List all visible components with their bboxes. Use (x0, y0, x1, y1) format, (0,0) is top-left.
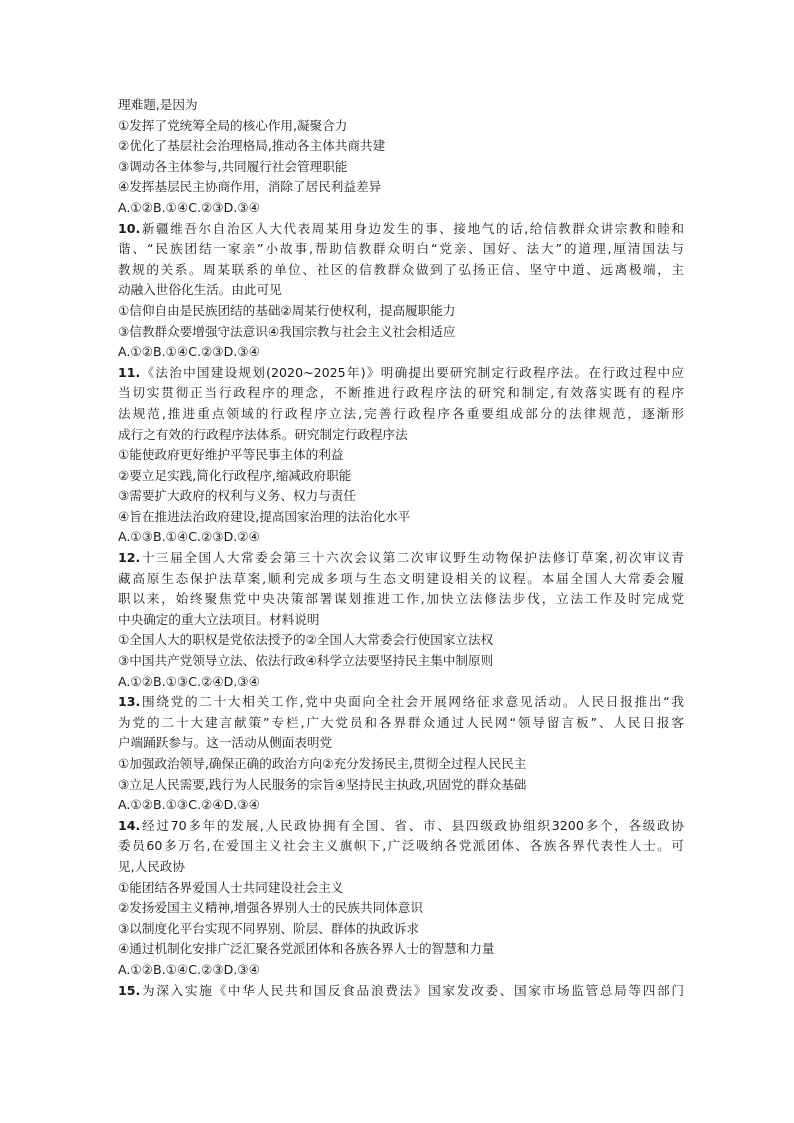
q10-stem-line-2: 谐、“民族团结一家亲”小故事,帮助信教群众明白“党亲、国好、法大”的道理,厘清国法与 (118, 241, 684, 257)
q15-number: 15. (118, 982, 141, 998)
q10-stem-text-1: 新疆维吾尔自治区人大代表周某用身边发生的事、接地气的话,给信教群众讲宗教和睦和 (140, 220, 684, 236)
q14-option-1: ①能团结各界爱国人士共同建设社会主义 (118, 879, 344, 895)
q15-stem-text-1: 为深入实施《中华人民共和国反食品浪费法》国家发改委、国家市场监管总局等四部门 (140, 982, 684, 998)
q10-answers: A.①②B.①④C.②③D.③④ (118, 344, 260, 360)
q10-option-1-2: ①信仰自由是民族团结的基础②周某行使权利，提高履职能力 (118, 302, 456, 318)
q13-option-3-4: ③立足人民需要,践行为人民服务的宗旨④坚持民主执政,巩固党的群众基础 (118, 776, 527, 792)
q12-option-3-4: ③中国共产党领导立法、依法行政④科学立法要坚持民主集中制原则 (118, 653, 494, 669)
q10-option-3-4: ③信教群众要增强守法意识④我国宗教与社会主义社会相适应 (118, 323, 456, 339)
q11-stem-line-4: 成行之有效的行政程序法体系。研究制定行政程序法 (118, 426, 408, 442)
q12-number: 12. (118, 550, 141, 566)
q11-option-1: ①能使政府更好维护平等民事主体的利益 (118, 447, 344, 463)
q13-stem-text-1: 围绕党的二十大相关工作,党中央面向全社会开展网络征求意见活动。人民日报推出“我 (140, 694, 684, 710)
q11-stem-line-1 (118, 363, 684, 384)
q10-stem-line-3: 教规的关系。周某联系的单位、社区的信教群众做到了弘扬正信、坚守中道、远离极端，主 (118, 261, 684, 277)
q9-option-3: ③调动各主体参与,共同履行社会管理职能 (118, 158, 348, 174)
q12-option-1-2: ①全国人大的职权是党依法授予的②全国人大常委会行使国家立法权 (118, 632, 494, 648)
q14-stem-line-2: 委员60多万名,在爱国主义社会主义旗帜下,广泛吸纳各党派团体、各族各界代表性人士。可 (118, 838, 684, 854)
q11-number: 11. (118, 364, 141, 380)
q13-option-1-2: ①加强政治领导,确保正确的政治方向②充分发扬民主,贯彻全过程人民民主 (118, 756, 527, 771)
q13-stem-line-3: 户端踊跃参与。这一活动从侧面表明党 (118, 735, 333, 751)
q11-stem-line-3: 法规范,推进重点领域的行政程序立法,完善行政程序各重要组成部分的法律规范，逐渐形 (118, 405, 684, 421)
q9-option-2: ②优化了基层社会治理格局,推动各主体共商共建 (118, 138, 386, 154)
q12-stem-line-3: 职以来，始终聚焦党中央决策部署谋划推进工作,加快立法修法步伐，立法工作及时完成党 (118, 591, 684, 607)
q14-answers: A.①②B.①④C.②③D.③④ (118, 961, 260, 977)
exam-page (118, 95, 684, 1001)
q11-option-2: ②要立足实践,简化行政程序,缩减政府职能 (118, 467, 352, 483)
q11-answers: A.①③B.①④C.②③D.②④ (118, 529, 260, 545)
q11-option-4: ④旨在推进法治政府建设,提高国家治理的法治化水平 (118, 508, 411, 524)
q14-option-4: ④通过机制化安排广泛汇聚各党派团体和各族各界人士的智慧和力量 (118, 941, 495, 957)
q9-answers: A.①②B.①④C.②③D.③④ (118, 199, 260, 215)
q10-number: 10. (118, 220, 141, 236)
q15-stem-line-1 (118, 981, 684, 1002)
q14-option-2: ②发扬爱国主义精神,增强各界别人士的民族共同体意识 (118, 900, 423, 916)
q12-answers: A.①②B.①③C.②④D.③④ (118, 673, 260, 689)
q11-stem-text-1: 《法治中国建设规划(2020~2025年)》明确提出要研究制定行政程序法。在行政过程中应 (140, 364, 684, 380)
q14-stem-text-1: 经过70多年的发展,人民政协拥有全国、省、市、县四级政协组织3200多个，各级政协 (140, 817, 684, 833)
q14-number: 14. (118, 817, 141, 833)
q13-stem-line-1 (118, 692, 684, 713)
q14-stem-line-3: 见,人民政协 (118, 858, 185, 874)
q10-stem-line-4: 动融入世俗化生活。由此可见 (118, 282, 282, 298)
q12-stem-text-1: 十三届全国人大常委会第三十六次会议第二次审议野生动物保护法修订草案,初次审议青 (140, 550, 684, 566)
q14-stem-line-1 (118, 816, 684, 837)
q12-stem-line-2: 藏高原生态保护法草案,顺利完成多项与生态文明建设相关的议程。本届全国人大常委会履 (118, 570, 684, 586)
q10-stem-line-1 (118, 219, 684, 240)
q9-stem-tail: 理难题,是因为 (118, 97, 198, 112)
q11-stem-line-2: 当切实贯彻正当行政程序的理念，不断推进行政程序法的研究和制定,有效落实既有的程序 (118, 385, 684, 401)
q13-answers: A.①②B.①③C.②④D.③④ (118, 797, 260, 813)
q13-stem-line-2: 为党的二十大建言献策”专栏,广大党员和各界群众通过人民网“领导留言板”、人民日报客 (118, 714, 684, 730)
q13-number: 13. (118, 694, 141, 710)
q14-option-3: ③以制度化平台实现不同界别、阶层、群体的执政诉求 (118, 920, 419, 936)
q12-stem-line-4: 中央确定的重大立法项目。材料说明 (118, 611, 320, 627)
q11-option-3: ③需要扩大政府的权利与义务、权力与责任 (118, 488, 356, 504)
q9-option-1: ①发挥了党统筹全局的核心作用,凝聚合力 (118, 117, 348, 133)
q9-option-4: ④发挥基层民主协商作用，消除了居民利益差异 (118, 179, 382, 195)
q12-stem-line-1 (118, 548, 684, 569)
